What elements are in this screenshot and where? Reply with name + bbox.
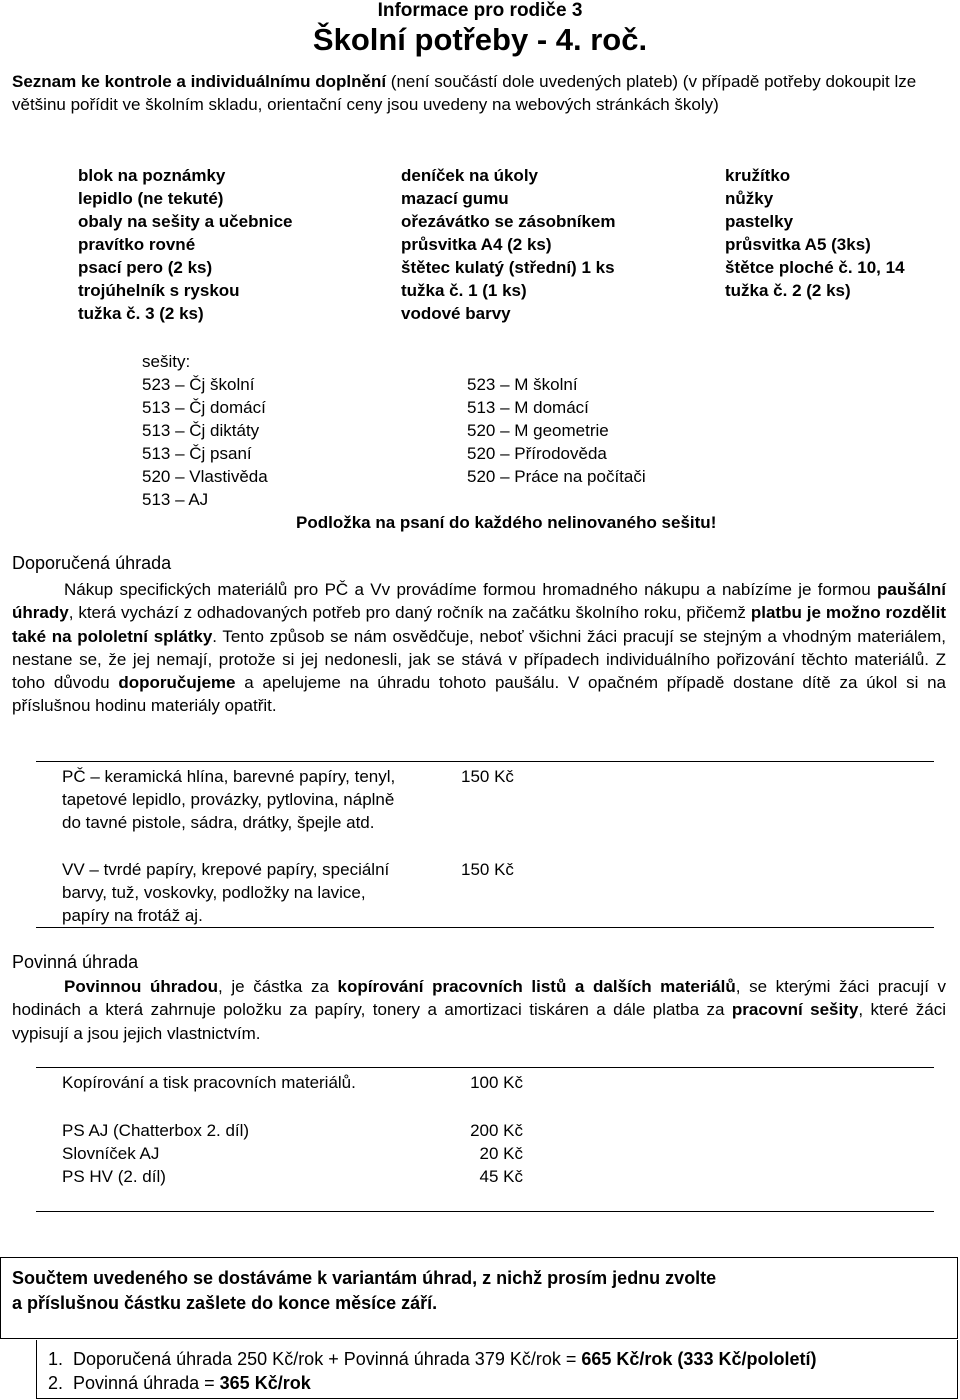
option-1: 1. Doporučená úhrada 250 Kč/rok + Povinná úhrada 379 Kč/rok = 665 Kč/rok (333 Kč/pololetí) [48,1349,817,1369]
notebook-item: 513 – Čj diktáty [142,421,260,440]
mandatory-row-price: 20 Kč [479,1144,523,1163]
mandatory-heading: Povinná úhrada [12,952,139,972]
supply-item: kružítko [725,166,791,185]
supply-item: vodové barvy [401,304,511,323]
document-subtitle: Informace pro rodiče 3 [377,0,583,21]
notebook-item: 513 – M domácí [467,398,589,417]
notebook-item: 520 – M geometrie [467,421,609,440]
supply-item: štětec kulatý (střední) 1 ks [401,258,615,277]
pad-note: Podložka na psaní do každého nelinovaného sešitu! [296,513,717,532]
mandatory-table-top-rule [36,1067,934,1068]
recommended-heading: Doporučená úhrada [12,553,172,573]
supply-item: deníček na úkoly [401,166,538,185]
supply-item: ořezávátko se zásobníkem [401,212,616,231]
document-title: Školní potřeby - 4. roč. [312,22,648,57]
notebook-item: 520 – Vlastivěda [142,467,268,486]
notebook-item: 520 – Přírodověda [467,444,607,463]
mandatory-row-item: Slovníček AJ [62,1144,160,1163]
notebook-item: 513 – Čj domácí [142,398,266,417]
recommended-table-top-rule [36,761,934,762]
summary-line: Součtem uvedeného se dostáváme k variantám úhrad, z nichž prosím jednu zvolte [12,1268,717,1288]
notebook-item: 513 – AJ [142,490,209,509]
supplies-column-1 [78,164,292,325]
supply-item: tužka č. 2 (2 ks) [725,281,851,300]
summary-line: a příslušnou částku zašlete do konce měsíce září. [12,1293,438,1313]
supply-item: tužka č. 3 (2 ks) [78,304,204,323]
intro-bold: Seznam ke kontrole a individuálnímu doplnění [12,72,387,91]
mandatory-row-price: 200 Kč [470,1121,523,1140]
notebooks-label: sešity: [142,352,191,371]
recommended-table-bottom-rule [36,927,934,928]
recommended-paragraph: Nákup specifických materiálů pro PČ a Vv provádíme formou hromadného nákupu a nabízíme je formou paušální úhrady, která vychází z odhadovaných potřeb pro daný ročník na začátku školního roku, přičemž platbu je možno rozdělit také na pololetní splátky. Tento způsob se nám osvědčuje, neboť všichni žáci pracují se stejným a vhodným materiálem, nestane se, že jej nemají, protože si jej nedonesli, jak se stává v případech individuálního pořizování těchto materiálů. Z toho důvodu doporučujeme a apelujeme na úhradu tohoto paušálu. V opačném případě dostane dítě za úkol si na příslušnou hodinu materiály opatřit. [12,580,947,716]
mandatory-row-item: PS AJ (Chatterbox 2. díl) [62,1121,250,1140]
supply-item: psací pero (2 ks) [78,258,213,277]
notebook-item: 513 – Čj psaní [142,444,252,463]
mandatory-row-price: 100 Kč [470,1073,523,1092]
supply-item: průsvitka A4 (2 ks) [401,235,552,254]
option-2: 2. Povinná úhrada = 365 Kč/rok [48,1373,311,1393]
mandatory-row-item: Kopírování a tisk pracovních materiálů. [62,1073,356,1092]
supply-item: blok na poznámky [78,166,226,185]
mandatory-row-price: 45 Kč [479,1167,523,1186]
supply-item: štětce ploché č. 10, 14 [725,258,905,277]
notebook-item: 523 – Čj školní [142,375,255,394]
notebook-item: 523 – M školní [467,375,578,394]
supply-item: tužka č. 1 (1 ks) [401,281,527,300]
supply-item: obaly na sešity a učebnice [78,212,293,231]
notebooks-left [142,350,268,511]
supplies-column-3 [725,164,905,302]
summary-text [12,1266,716,1316]
mandatory-paragraph: Povinnou úhradou, je částka za kopírování pracovních listů a dalších materiálů, se kterými žáci pracují v hodinách a která zahrnuje položku za papíry, tonery a amortizaci tiskáren a dále platba za pracovní sešity, které žáci vypisují a jsou jejich vlastnictvím. [12,977,947,1043]
supply-item: pastelky [725,212,794,231]
intro-paragraph [12,70,942,116]
supply-item: nůžky [725,189,774,208]
supply-item: pravítko rovné [78,235,196,254]
notebooks-right [467,373,646,488]
recommended-row-item: PČ – keramická hlína, barevné papíry, tenyl, tapetové lepidlo, provázky, pytlovina, náplně do tavné pistole, sádra, drátky, špejle atd. [62,767,396,832]
recommended-row-item: VV – tvrdé papíry, krepové papíry, speciální barvy, tuž, voskovky, podložky na lavice, papíry na frotáž aj. [62,860,390,925]
mandatory-table-bottom-rule [36,1211,934,1212]
mandatory-row-item: PS HV (2. díl) [62,1167,166,1186]
supply-item: průsvitka A5 (3ks) [725,235,871,254]
recommended-row-price: 150 Kč [461,767,514,786]
supply-item: lepidlo (ne tekuté) [78,189,224,208]
supplies-column-2 [401,164,615,325]
intro-rest: (není součástí dole uvedených plateb) (v případě potřeby dokoupit lze většinu pořídit ve školním skladu, orientační ceny jsou uvedeny na webových stránkách školy) [12,72,917,114]
supply-item: mazací gumu [401,189,509,208]
notebook-item: 520 – Práce na počítači [467,467,646,486]
recommended-row-price: 150 Kč [461,860,514,879]
supply-item: trojúhelník s ryskou [78,281,240,300]
